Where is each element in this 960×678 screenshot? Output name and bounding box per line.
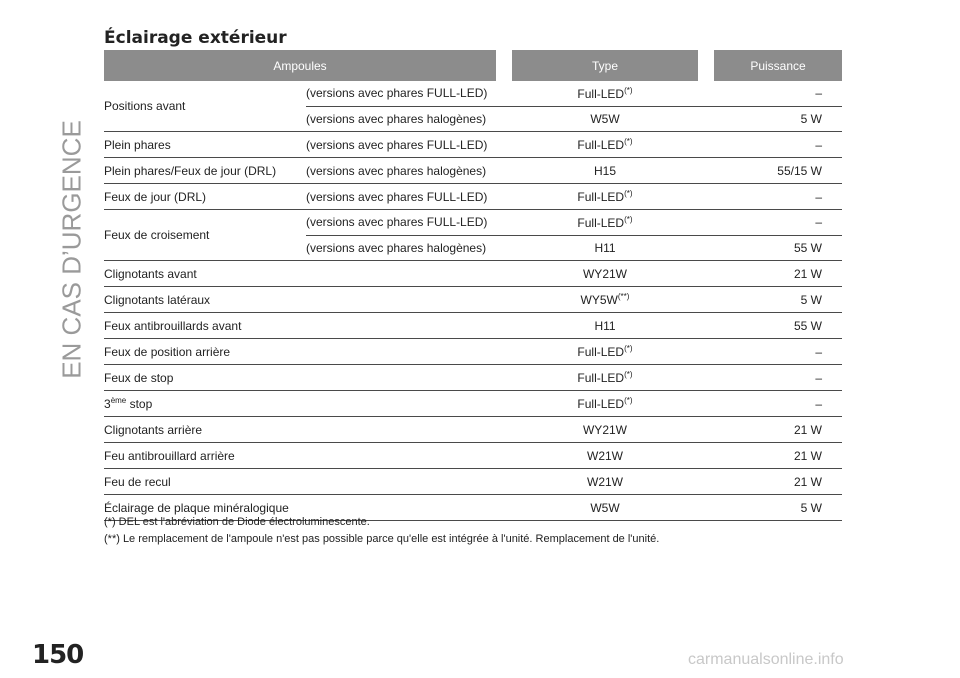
table-row [104, 261, 842, 287]
table-row [104, 339, 842, 365]
bulb-type: W21W [587, 448, 623, 463]
bulb-type: Full-LED [577, 397, 625, 411]
footnote-ref: (*) [624, 137, 633, 146]
bulb-name: Clignotants latéraux [104, 292, 211, 307]
bulb-type: WY21W [582, 266, 627, 281]
bulb-name: Feux antibrouillards avant [104, 318, 242, 333]
footnote: (*) DEL est l'abréviation de Diode électroluminescente. [104, 516, 370, 528]
bulb-power: – [815, 86, 822, 101]
table-row [104, 158, 842, 184]
table-row [104, 365, 842, 391]
header-bulbs: Ampoules [104, 50, 496, 81]
table-row [104, 287, 842, 313]
table-row [104, 81, 842, 132]
bulb-power: 55 W [793, 318, 822, 333]
bulb-type: Full-LED [577, 345, 625, 359]
bulb-power: – [815, 344, 822, 359]
bulb-variant: (versions avec phares FULL-LED) [306, 189, 488, 204]
table-row [104, 469, 842, 495]
table-header [104, 50, 842, 81]
bulb-type: Full-LED [577, 215, 625, 230]
bulb-power: 5 W [800, 500, 822, 515]
bulb-power: 21 W [793, 448, 822, 463]
footnote-ref: (*) [624, 85, 633, 95]
footnote-ref: (*) [624, 396, 633, 405]
bulb-name: Feu antibrouillard arrière [104, 448, 235, 463]
table-row [104, 313, 842, 339]
bulb-table [104, 50, 842, 521]
watermark: carmanualsonline.info [688, 651, 844, 668]
bulb-power: 55 W [793, 240, 822, 255]
header-power: Puissance [714, 50, 842, 81]
bulb-type: W5W [590, 111, 620, 126]
bulb-power: 21 W [793, 422, 822, 437]
bulb-power: 5 W [800, 292, 822, 307]
bulb-type: W21W [587, 474, 623, 489]
bulb-power: – [815, 370, 822, 385]
bulb-variant: (versions avec phares FULL-LED) [306, 215, 488, 230]
bulb-power: 55/15 W [777, 163, 822, 178]
bulb-name: Plein phares/Feux de jour (DRL) [104, 163, 277, 178]
bulb-type: Full-LED [577, 86, 625, 101]
bulb-type: H11 [594, 318, 616, 333]
table-row [104, 443, 842, 469]
bulb-name: Feux de stop [104, 370, 174, 385]
bulb-type: Full-LED [577, 138, 625, 152]
bulb-name: Clignotants avant [104, 266, 197, 281]
bulb-type: H15 [593, 163, 616, 178]
bulb-variant: (versions avec phares FULL-LED) [306, 137, 488, 152]
bulb-name: Feux de position arrière [104, 344, 231, 359]
bulb-power: 21 W [793, 266, 822, 281]
footnote-ref: (*) [624, 214, 633, 224]
footnotes [104, 514, 659, 548]
bulb-power: – [815, 137, 822, 152]
bulb-variant: (versions avec phares halogènes) [306, 163, 487, 178]
bulb-power: 21 W [793, 474, 822, 489]
footnote-ref: (*) [624, 189, 633, 198]
section-title: Éclairage extérieur [104, 28, 287, 48]
bulb-variant: (versions avec phares halogènes) [306, 111, 487, 126]
footnote-ref: (*) [624, 370, 633, 379]
footnote: (**) Le remplacement de l'ampoule n'est pas possible parce qu'elle est intégrée à l'unité. Remplacement de l'unité. [104, 533, 660, 545]
table-row [104, 132, 842, 158]
bulb-power: – [815, 215, 822, 230]
footnote-ref: (*) [624, 344, 633, 353]
bulb-power: – [815, 396, 822, 411]
bulb-name: Feux de croisement [104, 228, 210, 242]
table-row [104, 391, 842, 417]
bulb-name: Éclairage de plaque minéralogique [104, 500, 289, 515]
bulb-name: Feux de jour (DRL) [104, 189, 207, 204]
table-row [104, 184, 842, 210]
bulb-name: Positions avant [104, 99, 186, 113]
bulb-type: WY5W [580, 293, 618, 307]
table-row [104, 417, 842, 443]
bulb-type: W5W [590, 500, 620, 515]
bulb-variant: (versions avec phares FULL-LED) [306, 86, 488, 101]
bulb-type: Full-LED [577, 190, 625, 204]
bulb-variant: (versions avec phares halogènes) [306, 240, 487, 255]
page-number: 150 [32, 640, 84, 670]
bulb-name: Feu de recul [104, 474, 171, 489]
header-type: Type [512, 50, 698, 81]
bulb-name: Plein phares [104, 137, 171, 152]
table-row [104, 210, 842, 261]
bulb-type: Full-LED [577, 371, 625, 385]
bulb-type: WY21W [582, 422, 627, 437]
bulb-power: – [815, 189, 822, 204]
bulb-name: 3ème stop [104, 396, 153, 411]
bulb-name: Clignotants arrière [104, 422, 203, 437]
footnote-ref: (**) [617, 292, 630, 301]
bulb-type: H11 [594, 240, 616, 255]
bulb-power: 5 W [800, 111, 822, 126]
